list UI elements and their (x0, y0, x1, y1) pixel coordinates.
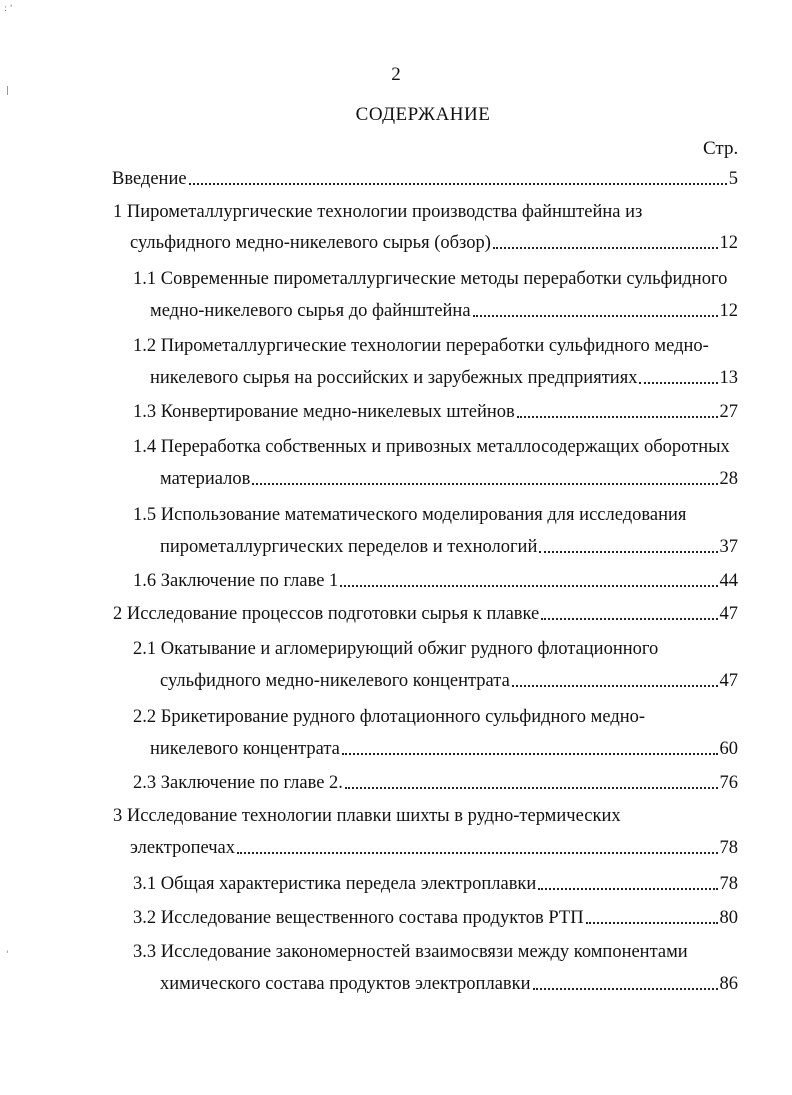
scan-artifact: | (6, 86, 10, 96)
toc-entry[interactable]: сульфидного медно-никелевого сырья (обзор) 12 (130, 233, 738, 253)
toc-entry[interactable]: никелевого концентрата 60 (150, 739, 738, 759)
toc-entry-heading: 1.4 Переработка собственных и привозных металлосодержащих оборотных (133, 437, 730, 457)
toc-entry-heading: 1.1 Современные пирометаллургические методы переработки сульфидного (133, 269, 728, 289)
scan-artifact: : ' (4, 4, 13, 14)
toc-entry[interactable]: медно-никелевого сырья до файнштейна 12 (150, 301, 738, 321)
toc-entry[interactable]: никелевого сырья на российских и зарубежных предприятиях 13 (150, 368, 738, 388)
toc-entry[interactable]: 2 Исследование процессов подготовки сырья к плавке 47 (113, 604, 738, 624)
toc-entry[interactable]: 3.2 Исследование вещественного состава продуктов РТП 80 (133, 908, 738, 928)
toc-entry[interactable]: 1.3 Конвертирование медно-никелевых штейнов 27 (133, 402, 738, 422)
toc-entry[interactable]: 3.1 Общая характеристика передела электроплавки 78 (133, 874, 738, 894)
toc-entry-heading: 1.5 Использование математического моделирования для исследования (133, 505, 687, 525)
toc-entry-heading: 2.2 Брикетирование рудного флотационного сульфидного медно- (133, 707, 646, 727)
toc-entry[interactable]: электропечах 78 (130, 838, 738, 858)
toc-entry-heading: 2.1 Окатывание и агломерирующий обжиг рудного флотационного (133, 639, 659, 659)
toc-entry[interactable]: 1.6 Заключение по главе 1 44 (133, 571, 738, 591)
toc-entry-heading: 1.2 Пирометаллургические технологии переработки сульфидного медно- (133, 336, 709, 356)
toc-entry-heading: 1 Пирометаллургические технологии производства файнштейна из (113, 202, 643, 222)
page-number: 2 (391, 64, 401, 85)
toc-entry[interactable]: пирометаллургических переделов и технологий 37 (160, 537, 738, 557)
page-title: СОДЕРЖАНИЕ (355, 104, 491, 125)
scan-artifact: ' (6, 950, 9, 960)
toc-entry[interactable]: 2.3 Заключение по главе 2. 76 (133, 773, 738, 793)
toc-entry-heading: 3.3 Исследование закономерностей взаимосвязи между компонентами (133, 942, 688, 962)
page-column-label: Стр. (703, 138, 739, 159)
toc-entry-heading: 3 Исследование технологии плавки шихты в рудно-термических (113, 806, 621, 826)
toc-entry[interactable]: химического состава продуктов электроплавки 86 (160, 974, 738, 994)
toc-entry[interactable]: сульфидного медно-никелевого концентрата 47 (160, 671, 738, 691)
toc-entry[interactable]: Введение 5 (112, 169, 738, 189)
toc-entry[interactable]: материалов 28 (160, 469, 738, 489)
